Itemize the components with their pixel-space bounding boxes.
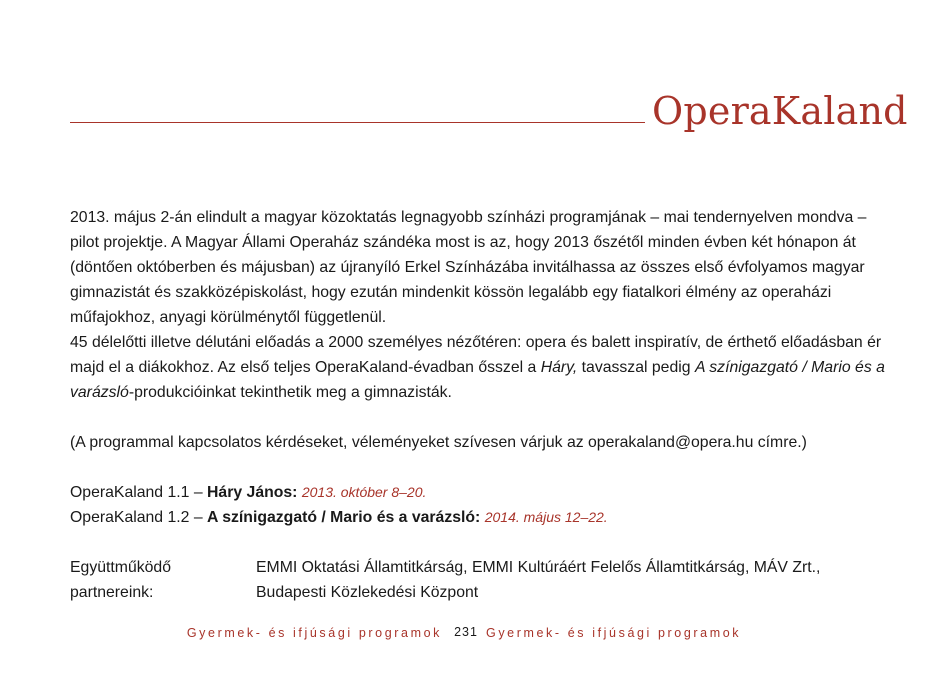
schedule-item [70,480,890,505]
szinigazgato-title: A színigazgató / Mario és a varázsló [70,359,885,401]
footer-section-right: Gyermek- és ifjúsági programok [486,626,742,640]
schedule-item-prefix: OperaKaland 1.1 – [70,484,208,501]
partners-line: Budapesti Közlekedési Központ [256,584,479,601]
schedule-item-date: 2014. május 12–22. [484,509,608,525]
footer-section-left: Gyermek- és ifjúsági programok [186,626,442,640]
schedule-item [70,505,890,530]
schedule-item-date: 2013. október 8–20. [301,484,427,500]
partners-list [256,555,856,605]
intro-paragraph: 2013. május 2-án elindult a magyar közoktatás legnagyobb színházi programjának – mai tendernyelven mondva – pilot projektje. A Magyar Állami Operaház szándéka most is az, hogy 2013 őszétől minden évben két hónapon át (döntően októberben és májusban) az újranyíló Erkel Színházába invitálhassa az összes első évfolyamos magyar gimnazistát és szakközépiskolást, hogy ezután mindenkit kössön legalább egy fiatalkori élmény az operaházi műfajokhoz, anyagi körülménytől függetlenül. [70,209,867,326]
header-rule [70,122,645,123]
hary-title: Háry, [540,359,578,376]
performances-text-end: -produkcióinkat tekinthetik meg a gimnazisták. [128,384,452,401]
partners-block [70,555,890,605]
schedule-item-prefix: OperaKaland 1.2 – [70,509,208,526]
schedule-item-title: A színigazgató / Mario és a varázsló: [207,509,481,526]
performances-text-start: 45 délelőtti illetve délutáni előadás a 2000 személyes nézőtéren: opera és balett inspiratív, de érthető előadásban ér majd el a diákokhoz. Az első teljes OperaKaland-évadban ősszel a [70,334,882,376]
performances-text-mid: tavasszal pedig [577,359,695,376]
partners-line: EMMI Oktatási Államtitkárság, EMMI Kultúráért Felelős Államtitkárság, MÁV Zrt., [256,559,821,576]
page-footer [0,626,944,646]
page-number: 231 [454,625,478,639]
contact-paragraph: (A programmal kapcsolatos kérdéseket, véleményeket szívesen várjuk az operakaland@opera.hu címre.) [70,434,807,451]
schedule-item-title: Háry János: [207,484,298,501]
performances-paragraph [70,330,890,405]
partners-label: Együttműködő partnereink: [70,559,171,601]
page-title: OperaKaland [652,89,908,133]
main-content [70,205,890,605]
